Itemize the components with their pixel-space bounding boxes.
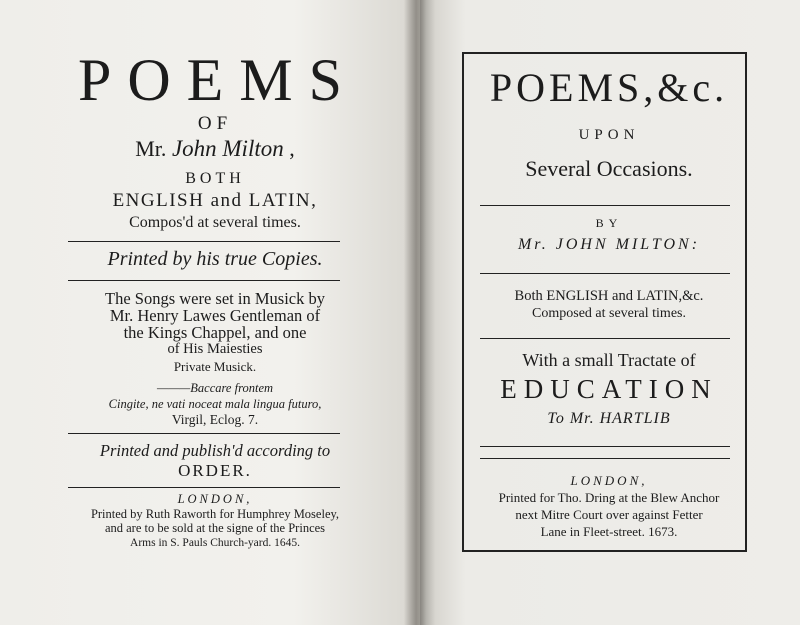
left-quote-line: Virgil, Eclog. 7. [171, 412, 259, 427]
left-imprint-line: Printed by Ruth Raworth for Humphrey Moseley, [90, 506, 340, 521]
right-both-line: Both ENGLISH and LATIN,&c. [514, 288, 704, 304]
left-songs-line: Private Musick. [173, 359, 257, 374]
left-quote-line: ———Baccare frontem [156, 381, 274, 395]
left-composed: Compos'd at several times. [129, 214, 301, 231]
left-order: ORDER. [178, 461, 252, 480]
left-songs-line: Mr. Henry Lawes Gentleman of [109, 306, 321, 325]
right-author: Mr. JOHN MILTON: [517, 236, 701, 253]
right-rule-2 [480, 273, 730, 274]
right-imprint-line: Printed for Tho. Dring at the Blew Anchor [498, 490, 720, 505]
left-author-name: John Milton [171, 136, 284, 161]
left-rule-1 [68, 241, 340, 242]
left-imprint-line: and are to be sold at the signe of the Princes [104, 521, 326, 535]
left-songs-block [60, 290, 370, 375]
left-published-line: Printed and publish'd according to [99, 441, 331, 460]
book-gutter [404, 0, 426, 625]
right-composed: Composed at several times. [532, 306, 686, 321]
right-rule-5 [480, 458, 730, 459]
left-author-line [60, 136, 370, 162]
left-rule-4 [68, 487, 340, 488]
left-english-latin: ENGLISH and LATIN, [112, 190, 318, 211]
right-rule-3 [480, 338, 730, 339]
right-rule-1 [480, 205, 730, 206]
right-imprint-line: next Mitre Court over against Fetter [515, 507, 703, 522]
left-rule-2 [68, 280, 340, 281]
right-upon: UPON [578, 127, 640, 143]
right-imprint [476, 472, 742, 540]
left-imprint-line: Arms in S. Pauls Church-yard. 1645. [130, 536, 300, 549]
left-songs-line: The Songs were set in Musick by [105, 289, 325, 308]
left-author-suffix: , [289, 136, 295, 161]
right-imprint-line: Lane in Fleet-street. 1673. [540, 524, 678, 539]
left-title: POEMS [77, 47, 359, 113]
right-education: EDUCATION [500, 374, 718, 404]
left-both: BOTH [185, 170, 245, 187]
right-occasions: Several Occasions. [525, 156, 693, 181]
right-imprint-line: LONDON, [570, 473, 648, 488]
left-imprint-line: LONDON, [177, 492, 253, 506]
right-title: POEMS,&c. [489, 65, 729, 110]
left-author-prefix: Mr. [135, 136, 167, 161]
right-by: BY [595, 216, 623, 230]
left-of: OF [197, 113, 233, 134]
left-rule-3 [68, 433, 340, 434]
left-quote-line: Cingite, ne vati noceat mala lingua futuro, [108, 397, 322, 411]
left-imprint [60, 492, 370, 550]
right-tractate: With a small Tractate of [522, 350, 696, 370]
left-songs-line: the Kings Chappel, and one [123, 323, 307, 342]
right-rule-4 [480, 446, 730, 447]
left-printed-copies: Printed by his true Copies. [107, 248, 323, 270]
left-songs-line: of His Maiesties [167, 341, 263, 357]
left-quote-block [60, 380, 370, 428]
right-hartlib: To Mr. HARTLIB [547, 410, 671, 427]
